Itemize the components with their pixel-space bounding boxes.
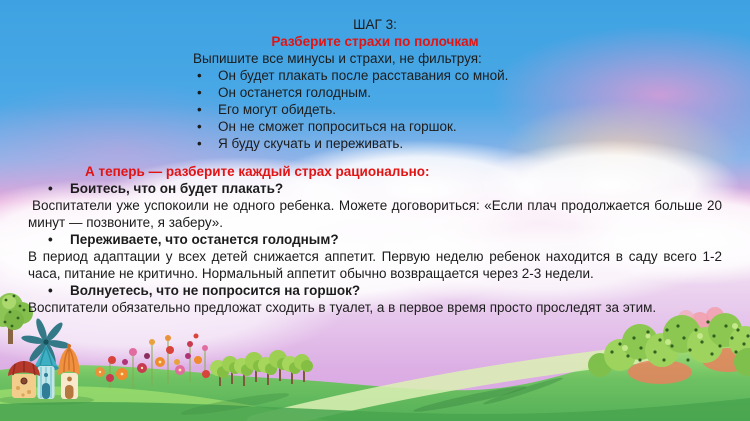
question-text: Боитесь, что он будет плакать? <box>70 181 284 196</box>
question-text: Переживаете, что останется голодным? <box>70 232 339 247</box>
question-text: Волнуетесь, что не попросится на горшок? <box>70 283 361 298</box>
intro-line: Выпишите все минусы и страхи, не фильтруя: <box>193 51 482 66</box>
answer-paragraph: Воспитатели обязательно предложат сходить в туалет, а в первое время просто проследят за этим. <box>28 300 657 315</box>
answer-paragraph: Воспитатели уже успокоили не одного ребенка. Можете договориться: «Если плач продолжается больше 20 минут — позвоните, я заберу». <box>28 198 722 230</box>
step-label: ШАГ 3: <box>353 17 397 32</box>
question-item <box>28 180 722 197</box>
fears-list <box>193 67 557 152</box>
question-item <box>28 231 722 248</box>
answer-paragraph: В период адаптации у всех детей снижается аппетит. Первую неделю ребенок находится в саду всего 1-2 часа, питание не критично. Нормальный аппетит обычно возвращается через 2-3 недели. <box>28 249 722 281</box>
section-heading: А теперь — разберите каждый страх рационально: <box>85 164 430 179</box>
fear-item: • Я буду скучать и переживать. <box>193 135 557 152</box>
rational-section <box>28 163 722 316</box>
fear-item: • Он не сможет попроситься на горшок. <box>193 118 557 135</box>
question-item <box>28 282 722 299</box>
slide-title: Разберите страхи по полочкам <box>271 34 479 49</box>
intro-section <box>193 16 557 152</box>
fear-item: • Он останется голодным. <box>193 84 557 101</box>
fear-item: • Он будет плакать после расставания со мной. <box>193 67 557 84</box>
fear-item: • Его могут обидеть. <box>193 101 557 118</box>
